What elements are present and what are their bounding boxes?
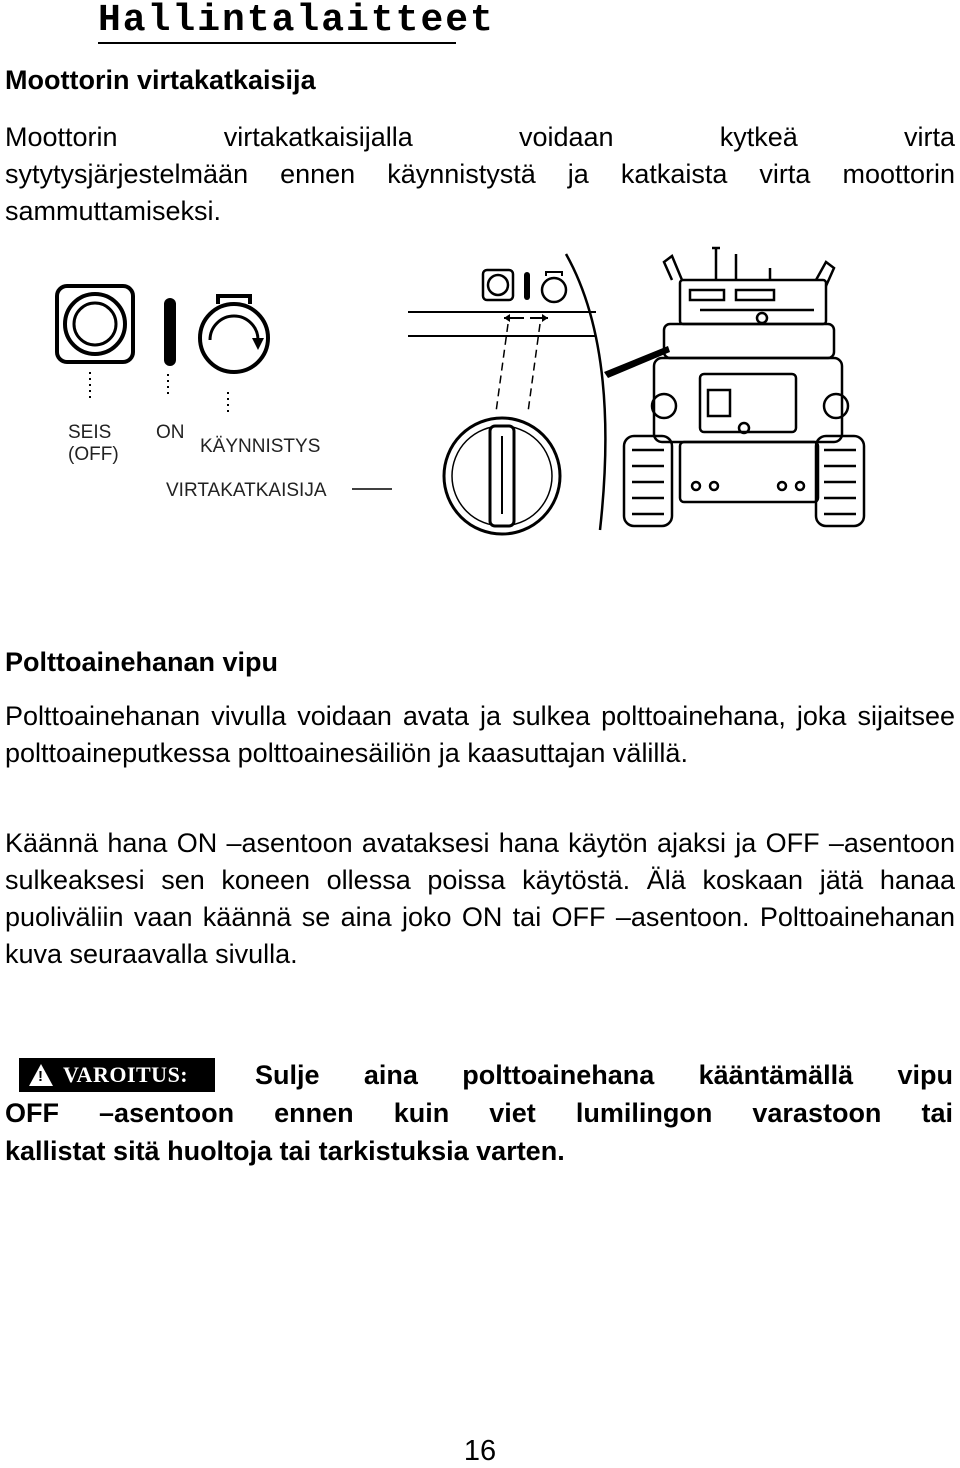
page-title: Hallintalaitteet [98,0,495,42]
section-heading-ignition-switch: Moottorin virtakatkaisija [5,65,316,95]
ignition-switch-figure [0,240,960,540]
warning-text-line1: Sulje aina polttoainehana kääntämällä vipu [255,1060,953,1090]
fuel-valve-paragraph-2: Käännä hana ON –asentoon avataksesi hana käytön ajaksi ja OFF –asentoon sulkeaksesi sen koneen ollessa poissa käytöstä. Älä koskaan jätä hanaa puoliväliin vaan käännä se aina joko ON tai OFF –asentoon. Polttoainehanan kuva seuraavalla sivulla. [5,828,955,969]
label-start: KÄYNNISTYS [200,436,321,457]
ignition-paragraph: sytytysjärjestelmään ennen käynnistystä ja katkaista virta moottorin sammuttamiseksi. [5,159,955,226]
warning-text-line2: OFF –asentoon ennen kuin viet lumilingon varastoon tai [5,1098,953,1128]
warning-triangle-icon: ! [29,1064,53,1086]
page-number: 16 [463,1435,497,1467]
label-off-paren: (OFF) [68,444,119,465]
fuel-valve-paragraph-1: Polttoainehanan vivulla voidaan avata ja sulkea polttoainehana, joka sijaitsee polttoaineputkessa polttoainesäiliön ja kaasuttajan välillä. [5,701,955,768]
ignition-paragraph-line1: Moottorin virtakatkaisijalla voidaan kytkeä virta [5,122,955,152]
label-off: SEIS [68,422,112,443]
section-heading-fuel-valve: Polttoainehanan vipu [5,647,279,677]
figure-caption: VIRTAKATKAISIJA [166,480,327,501]
warning-block [5,1056,953,1170]
warning-badge-label: VAROITUS: [63,1062,189,1087]
rotary-switch-knob [444,418,560,534]
ignition-switch-illustration [0,240,960,540]
warning-text-rest [5,1094,953,1170]
snowblower-illustration [624,248,864,526]
warning-text-line3: kallistat sitä huoltoja tai tarkistuksia varten. [5,1136,565,1166]
off-symbol-icon [57,286,133,398]
label-on: ON [156,422,185,443]
warning-badge [19,1058,215,1092]
start-symbol-icon [200,296,268,416]
on-symbol-icon [164,298,176,396]
warning-first-line [5,1056,953,1094]
